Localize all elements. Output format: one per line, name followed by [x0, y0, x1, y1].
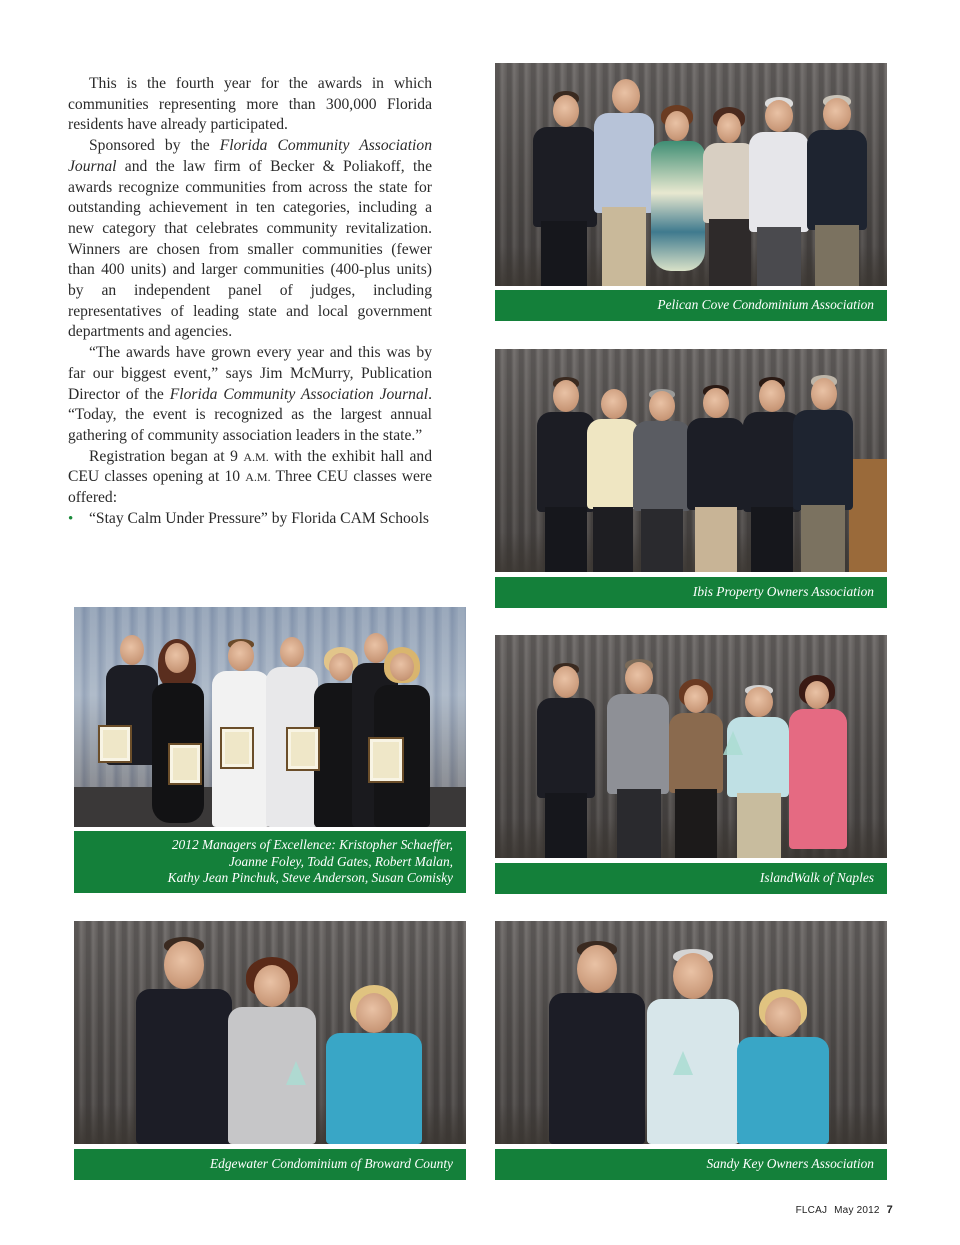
article-text — [68, 74, 432, 529]
award-plaque — [168, 743, 202, 785]
person — [134, 937, 234, 1144]
person — [527, 91, 597, 286]
photo-pelican-cove — [495, 63, 887, 286]
trophy-icon — [286, 1061, 306, 1085]
paragraph-1: This is the fourth year for the awards in which communities representing more than 300,000 Florida residents have already participated. — [68, 75, 432, 134]
photo-ibis — [495, 349, 887, 572]
award-plaque — [220, 727, 254, 769]
person — [735, 989, 831, 1144]
bullet-icon: • — [68, 510, 74, 527]
person — [803, 95, 869, 286]
photo-sandy-key — [495, 921, 887, 1144]
person — [535, 663, 597, 858]
photo-managers-of-excellence — [74, 607, 466, 827]
caption-sandy-key: Sandy Key Owners Association — [495, 1149, 887, 1180]
award-plaque — [98, 725, 132, 763]
issue-date: May 2012 — [834, 1205, 880, 1216]
award-plaque — [368, 737, 404, 783]
ceu-class-list — [68, 509, 432, 530]
publication-name: FLCAJ — [795, 1205, 828, 1216]
award-plaque — [286, 727, 320, 771]
page-footer — [796, 1204, 893, 1216]
person — [787, 675, 849, 858]
caption-ibis: Ibis Property Owners Association — [495, 577, 887, 608]
person — [631, 389, 693, 572]
caption-edgewater: Edgewater Condominium of Broward County — [74, 1149, 466, 1180]
paragraph-2: Sponsored by the Florida Community Association Journal and the law firm of Becker & Poliakoff, the awards recognize communities from across the state for outstanding achievement in ten categories, including a new category that celebrates community revitalization. Winners are chosen from smaller communities (fewer than 400 units) and larger communities (400-plus units) by an independent panel of judges, including representatives of leading state and local government departments and agencies. — [68, 137, 432, 341]
person — [685, 385, 747, 572]
caption-pelican-cove: Pelican Cove Condominium Association — [495, 290, 887, 321]
person — [725, 685, 791, 858]
photo-edgewater — [74, 921, 466, 1144]
person — [224, 957, 320, 1144]
caption-managers-of-excellence: 2012 Managers of Excellence: Kristopher Schaeffer, Joanne Foley, Todd Gates, Robert Malan, Kathy Jean Pinchuk, Steve Anderson, Susan Comisky — [74, 831, 466, 893]
paragraph-4: Registration began at 9 A.M. with the exhibit hall and CEU classes opening at 10 A.M. Three CEU classes were offered: — [68, 447, 432, 507]
person — [745, 97, 811, 286]
journal-title: Florida Community Association Journal — [169, 385, 429, 403]
photo-islandwalk — [495, 635, 887, 858]
paragraph-3: “The awards have grown every year and this was by far our biggest event,” says Jim McMurry, Publication Director of the Florida Community Association Journal. “Today, the event is recognized as the largest annual gathering of community association leaders in the state.” — [68, 344, 432, 444]
trophy-icon — [673, 1051, 693, 1075]
person — [605, 659, 671, 858]
person — [324, 985, 424, 1144]
person — [148, 639, 208, 827]
list-item: • “Stay Calm Under Pressure” by Florida CAM Schools — [68, 509, 432, 530]
journal-title: Florida Community Association Journal — [68, 137, 432, 175]
caption-islandwalk: IslandWalk of Naples — [495, 863, 887, 894]
person — [667, 679, 725, 858]
trophy-icon — [723, 731, 743, 755]
person — [645, 949, 741, 1144]
person — [791, 375, 855, 572]
person — [547, 941, 647, 1144]
page-number: 7 — [886, 1204, 893, 1216]
